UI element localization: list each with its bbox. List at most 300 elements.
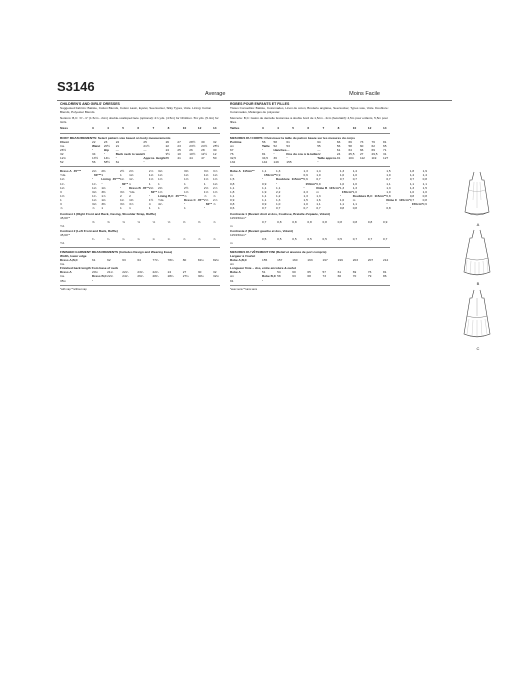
body-row-value: 35 [165, 156, 170, 161]
size-value: 4 [277, 126, 279, 131]
pattern-sheet [57, 78, 480, 351]
divider [60, 285, 220, 286]
fabric-row-value: 0,8 [352, 206, 357, 211]
fabric-row-unit: " [148, 193, 150, 198]
body-row-value: 58½ [103, 160, 110, 165]
contrast-2-value: ¾ [92, 236, 95, 241]
fabric-row-value: 1,6 [339, 197, 345, 202]
fabric-row-value: 1,0 [303, 201, 308, 206]
size-value: 5 [292, 126, 294, 131]
fabric-row-value: 1⅝ [184, 177, 189, 182]
contrast-2-value: ¾ [137, 236, 140, 241]
fabric-view: Robe A [230, 169, 241, 174]
contrast-1-width: 115/150cm* [230, 216, 247, 221]
body-row-value: 61 [115, 160, 120, 165]
nap-footnote: *avec sens **sans sens [230, 287, 258, 291]
finished-length-row-unit: cm [230, 274, 235, 279]
fabric-row-value: 1 [119, 206, 122, 211]
body-row-value: 22 [165, 143, 170, 148]
body-row-value: 26½ [60, 147, 67, 152]
fabric-row-value: 1 [101, 173, 104, 178]
fabric-row-unit: m [230, 173, 233, 178]
difficulty-level-fr: Moins Facile [349, 91, 380, 97]
body-row-value: 73 [359, 139, 364, 144]
finished-length-row-unit: " [262, 278, 264, 283]
body-row-value: 76 [230, 151, 234, 156]
fabric-row-value: 2⅞ [213, 197, 218, 202]
finished-length-row-value: 86 [383, 274, 387, 279]
fabric-yardage-table [230, 169, 427, 211]
contrast-2-value: 0,7 [367, 236, 373, 241]
size-value: 8 [167, 126, 170, 131]
body-row-value: 56 [262, 139, 266, 144]
notions: Mercerie: B,C: Galon de dentelle festonnée à double bord de 1,5cm - 2cm (facultatif): 4,5m pour enfants, 5,5m pour filles. [230, 116, 389, 125]
fabric-row-value: ⅞ [184, 193, 187, 198]
body-row-value: 20½ [103, 143, 110, 148]
fabric-row-value: 1,3 [339, 169, 345, 174]
fabric-row-value: 1,1 [230, 185, 235, 190]
fabric-row-value: 3⅝ [119, 189, 125, 194]
fabric-row-value: 0,7 [316, 177, 321, 182]
body-row-value: 132 [230, 160, 236, 165]
fabric-view: Dress A [60, 169, 72, 174]
contrast-1-row [230, 220, 390, 228]
fabric-row-value: 3⅝ [203, 169, 209, 174]
body-row-value: 142 [262, 160, 268, 165]
fabric-row-value: 2⅞ [213, 185, 218, 190]
body-row-value: 47 [201, 156, 205, 161]
fabric-row-value: ⅞ [203, 193, 207, 198]
divider [230, 247, 390, 248]
fabric-width: 150cm* [305, 181, 317, 186]
fabric-row-value: 1,4 [352, 169, 357, 174]
fabric-row-value: 1⅝ [148, 177, 154, 182]
finished-width-row-value: 81¼ [197, 258, 204, 263]
fabric-row-value: 1 [119, 173, 122, 178]
finished-length-row-value: 27¼ [182, 274, 189, 279]
finished-width-row-value: 80 [182, 258, 187, 263]
finished-length-row-unit: Ins. [60, 274, 65, 279]
fabric-row-unit: " [339, 193, 341, 198]
fabric-row-value: 1¾ [92, 181, 97, 186]
fabric-view: Doublure B,C [352, 193, 373, 198]
body-row-value: 31 [383, 151, 387, 156]
divider [230, 133, 390, 134]
fabric-row-value: 1,5 [230, 177, 235, 182]
fabric-row-value: ⅞ [60, 206, 63, 211]
fabric-row-value: 0,7 [316, 206, 321, 211]
body-row-value: 24 [165, 147, 170, 152]
body-row-value: 81 [262, 151, 266, 156]
fabric-width: 60"* [150, 189, 158, 194]
fabric-row-value: 0,8 [422, 197, 427, 202]
body-row-unit: " [115, 156, 117, 161]
fabric-view: Lining [101, 177, 111, 182]
divider [60, 133, 220, 134]
body-row-value: 76 [371, 139, 375, 144]
fabric-row-value: 1⅝ [213, 177, 218, 182]
finished-length-row-value: 30 [197, 270, 202, 275]
body-row-label: Taille approx. [317, 156, 337, 161]
fabric-width: 115cm** [242, 169, 255, 174]
contrast-2-value: ⅞ [213, 236, 216, 241]
fabric-row-value: 1¼ [119, 177, 125, 182]
fabric-row-value: 1,4 [409, 173, 415, 178]
body-row-value: 32,5 [230, 156, 237, 161]
contrast-2-value: ⅞ [197, 236, 201, 241]
body-row-unit: " [103, 151, 105, 156]
fabric-row-value: 1,0 [386, 189, 391, 194]
fabric-row-value: 1,3 [409, 185, 415, 190]
contrast-1-row [60, 220, 220, 228]
pattern-number: S3146 [57, 79, 95, 94]
fabric-row-value: 1,9 [262, 189, 267, 194]
fabric-row-value: 1⅛ [92, 185, 97, 190]
fabric-row-value: 1,3 [316, 193, 321, 198]
dress-b-illustration [457, 228, 497, 280]
body-row-value: 23 [103, 139, 108, 144]
fabric-row-value: 4¼ [158, 201, 163, 206]
contrast-1-value: 0,8 [337, 220, 342, 225]
sheet-header [57, 78, 452, 101]
body-row-unit: Ins. [60, 143, 65, 148]
size-value: 6 [137, 126, 140, 131]
fabric-row-value: 2⅝ [203, 185, 209, 190]
body-row-unit: " [317, 160, 319, 165]
fabric-row-unit: " [409, 206, 411, 211]
contrast-1-value: ⅝ [137, 220, 140, 225]
fabric-row-value: 3 [60, 201, 62, 206]
body-row-value: 41 [177, 156, 181, 161]
body-row-unit: " [143, 160, 145, 165]
body-row-unit: " [273, 151, 275, 156]
body-row-value: 53 [286, 143, 290, 148]
fabric-view: Lining B,C [158, 193, 174, 198]
body-row-unit: " [286, 156, 288, 161]
fabric-row-value: 1⅝ [213, 189, 218, 194]
fabric-row-value: 2,2 [276, 189, 281, 194]
fabric-row-value: 1⅛ [213, 181, 218, 186]
finished-length-row-value: 57 [322, 270, 326, 275]
fabric-row-value: 1,0 [422, 189, 427, 194]
body-measurements-table [230, 140, 390, 165]
body-row-label: Poitrine [230, 139, 242, 144]
fabric-row-value: 1,0 [352, 181, 357, 186]
fabric-row-value: 1⅝ [184, 189, 189, 194]
section-title: CHILDREN'S AND GIRLS' DRESSES [60, 102, 120, 106]
fabric-width: 150cm* [411, 201, 423, 206]
contrast-1-value: 0,8 [367, 220, 373, 225]
finished-length-row-value: 60 [292, 270, 296, 275]
fabric-row-value: 0,8 [422, 177, 427, 182]
fabric-row-value: 1⅜ [129, 197, 134, 202]
fabric-row-value: 1⅛ [129, 173, 134, 178]
finished-width-row-value: 197 [322, 258, 328, 263]
body-row-value: 81 [383, 139, 387, 144]
finished-width-row-value: 63 [122, 258, 126, 263]
body-row-value: 55 [317, 143, 321, 148]
body-row-value: 119 [371, 156, 377, 161]
dress-b-caption: B [476, 281, 480, 286]
fabric-row-value: 1,3 [386, 185, 391, 190]
fabric-row-value: 0,9 [262, 201, 267, 206]
fabric-row-value: 1⅛ [60, 177, 65, 182]
finished-length-row-value: 70 [352, 274, 357, 279]
notions: Notions: B,C: ⅝"–⅞" (1.5cm - 2cm) double-scalloped lace (optional): 4⅞ yds. (4.5m) for Children. 5⅛ yds. (5.4m) for Girls. [60, 116, 219, 125]
finished-width-row-label: Robe A,B,C [230, 258, 247, 263]
body-row-unit: " [262, 147, 264, 152]
finished-length-row-value: 79 [367, 274, 372, 279]
fabric-row-value: 0,7 [262, 206, 267, 211]
finished-length-row-value: 81 [383, 270, 387, 275]
finished-length-row-value: 65 [307, 270, 311, 275]
fabric-row-value: 0,8 [422, 193, 427, 198]
finished-length-row-value: 30¼ [197, 274, 204, 279]
contrast-2-value: 0,5 [337, 236, 342, 241]
fabric-row-value: 0,8 [230, 201, 235, 206]
fabric-row-value: 1,0 [276, 201, 281, 206]
body-row-value: 65 [383, 143, 387, 148]
body-row-value: — [317, 147, 321, 152]
fabric-width: 45"* [197, 197, 204, 202]
fabric-row-value: 1 [148, 181, 151, 186]
contrast-1-value: ⅝ [197, 220, 201, 225]
contrast-2-width: 45,60"* [60, 232, 71, 237]
fabric-row-unit: " [276, 181, 278, 186]
finished-length-row-value: 20¼ [92, 270, 99, 275]
fabric-width: 60"* [121, 181, 129, 186]
body-row-value: 27 [359, 151, 364, 156]
contrast-2-value: ¾ [107, 236, 110, 241]
finished-width-subtitle: Largeur à l'ourlet [230, 254, 256, 258]
fabric-row-value: 0,6 [422, 201, 427, 206]
finished-length-row-value: 28¼ [167, 274, 174, 279]
size-value: 14 [213, 126, 217, 131]
fabric-width: 115cm** [291, 177, 304, 182]
finished-width-row-value: 62 [107, 258, 111, 263]
fabric-row-value: 1,4 [422, 173, 427, 178]
dress-a-illustration [457, 170, 497, 220]
fabric-row-value: 1,1 [230, 193, 235, 198]
size-value: 7 [322, 126, 325, 131]
contrast-1-unit: Yd. [60, 224, 65, 229]
finished-measurements-title: MESURES DU VÊTEMENT FINI (Relief et aisance de port compris) [230, 249, 327, 254]
fabric-row-unit: " [386, 201, 388, 206]
fabric-row-value: 1½ [148, 197, 154, 202]
fabric-row-value: 1⅛ [213, 173, 218, 178]
contrast-1-value: 0,9 [383, 220, 388, 225]
contrast-1-value: 0,8 [292, 220, 297, 225]
fabric-row-value: 0,9 [316, 181, 321, 186]
fabric-row-value: 1,3 [339, 185, 345, 190]
fabric-row-value: 1,0 [352, 173, 357, 178]
divider [60, 247, 220, 248]
fabric-row-value: 1¾ [60, 181, 65, 186]
difficulty-level-en: Average [205, 91, 226, 97]
fabric-row-value: 1¼ [119, 197, 125, 202]
fabric-row-value: 1,0 [409, 189, 415, 194]
finished-length-table [230, 270, 390, 282]
fabric-row-value: 3⅞ [129, 201, 134, 206]
size-value: 10 [182, 126, 187, 131]
body-row-value: 24 [336, 151, 341, 156]
finished-width-row-value: 212 [383, 258, 389, 263]
body-row-value: 56 [92, 160, 96, 165]
body-row-value: 52 [60, 160, 64, 165]
finished-length-row-label: Robe B,C [262, 274, 276, 279]
finished-length-subtitle: Longueur finie – dos, entre encolure & ourlet [230, 266, 297, 271]
body-row-value: 9½ [165, 151, 170, 156]
body-row-value: 25½ [212, 143, 220, 148]
size-value: 7 [152, 126, 155, 131]
body-row-value: 30 [201, 139, 205, 144]
french-column [230, 102, 427, 292]
finished-width-row-value: 61 [92, 258, 96, 263]
finished-length-row-value: 69 [352, 270, 357, 275]
finished-width-row-label: Dress A,B,C [60, 258, 78, 263]
body-row-value: 30 [212, 147, 217, 152]
size-value: 3 [92, 126, 94, 131]
contrast-1-value: ⅝ [92, 220, 95, 225]
fabric-row-value: 3⅝ [119, 201, 125, 206]
fabric-row-unit: " [184, 201, 186, 206]
fabric-row-value: 2½ [184, 185, 189, 190]
fabric-row-value: 1,8 [230, 189, 235, 194]
fabric-row-value: 1⅝ [158, 189, 163, 194]
finished-width-subtitle: Width, lower edge [60, 254, 87, 258]
finished-length-row-label: Dress A [60, 270, 72, 275]
fabric-row-value: 2 [119, 193, 122, 198]
fabric-row-unit: " [262, 177, 264, 182]
fabric-row-value: 1⅛ [203, 173, 209, 178]
fabric-row-value: 1,1 [262, 193, 267, 198]
finished-length-row-value: 22¼ [152, 270, 159, 275]
body-row-value: 25,5 [348, 151, 355, 156]
size-value: 12 [367, 126, 372, 131]
fabric-row-value: 0,7 [409, 197, 415, 202]
fabric-row-value: 3⅜ [184, 169, 189, 174]
body-row-label: Hip [103, 147, 109, 152]
size-value: 14 [383, 126, 387, 131]
fabric-view: Dress B [129, 185, 141, 190]
fabric-view: Dress C [184, 197, 196, 202]
body-row-label: Waist [92, 143, 101, 148]
fabric-row-value: 1⅛ [148, 173, 154, 178]
body-row-label: Back neck to waist [115, 151, 144, 156]
fabric-row-value: 1,1 [262, 185, 267, 190]
body-row-label: Approx. Height [143, 156, 166, 161]
fabric-row-unit: Yds. [60, 173, 67, 178]
body-row-value: 29,5 [371, 151, 378, 156]
dress-c-caption: C [476, 346, 480, 351]
fabric-view: Doublure [276, 177, 290, 182]
contrast-2-unit: m [230, 240, 233, 245]
finished-length-row-value: 22¼ [107, 274, 114, 279]
size-value: 6 [307, 126, 310, 131]
body-row-value: 67 [230, 147, 234, 152]
fabric-row-value: 0,8 [386, 206, 391, 211]
size-value: 12 [197, 126, 202, 131]
fabric-row-value: 0,8 [339, 206, 345, 211]
finished-length-row-value: 28¼ [152, 274, 159, 279]
fabric-row-value: 1,1 [262, 197, 267, 202]
fabric-row-value: 4 [148, 201, 151, 206]
contrast-2-value: 0,5 [277, 236, 282, 241]
body-row-value: 50 [212, 156, 217, 161]
body-row-value: 34 [92, 151, 96, 156]
body-row-value: 12¾ [60, 156, 67, 161]
finished-width-row-value: 199 [337, 258, 343, 263]
body-row-value: 27 [177, 139, 181, 144]
fabric-row-value: 1 [203, 181, 206, 186]
contrast-1-value: ⅝ [182, 220, 186, 225]
fabric-row-unit: Yds. [129, 189, 136, 194]
fabric-width: 45"* [142, 185, 149, 190]
finished-width-row-value: 64 [137, 258, 141, 263]
fabric-row-value: 1¾ [92, 193, 97, 198]
size-value: 5 [122, 126, 124, 131]
body-measurements-title: BODY MEASUREMENTS: Select pattern size based on body measurements [60, 135, 171, 140]
fabric-row-value: 1,1 [386, 181, 391, 186]
fabric-row-value: 1,5 [422, 185, 427, 190]
finished-length-row-value: 21¼ [107, 270, 114, 275]
finished-length-row-value: 22¼ [122, 270, 129, 275]
finished-length-row-label: Robe A [230, 270, 241, 275]
sizes-header [230, 126, 390, 130]
fabric-row-value: 1 [129, 206, 131, 211]
body-row-value: 44 [189, 156, 193, 161]
fabric-row-value: 2⅞ [148, 169, 154, 174]
fabric-row-value: 3⅜ [101, 201, 106, 206]
fabric-row-value: 1⅛ [158, 173, 163, 178]
fabric-row-value: 1,9 [422, 169, 427, 174]
divider [230, 285, 390, 286]
dress-a-caption: A [476, 222, 480, 227]
body-row-value: 25 [143, 139, 147, 144]
finished-width-row-unit: Ins. [60, 262, 65, 267]
fabric-row-value: 1,3 [276, 169, 281, 174]
fabric-row-value: 0,9 [230, 197, 235, 202]
contrast-2-unit: Yd. [60, 240, 65, 245]
fabric-row-value: 1 [60, 197, 62, 202]
fabric-row-unit: " [119, 185, 122, 190]
body-row-value: 21 [115, 143, 120, 148]
fabric-row-value: 1,2 [276, 193, 281, 198]
body-measurements-table [60, 140, 220, 165]
fabric-row-value: 2⅛ [92, 169, 97, 174]
finished-width-table [230, 258, 390, 266]
contrast-1-value: 0,8 [277, 220, 282, 225]
fabric-row-value: 1 [184, 206, 186, 211]
fabric-row-unit: " [303, 185, 305, 190]
fabric-row-value: 1,1 [422, 181, 427, 186]
body-row-value: 58 [273, 139, 277, 144]
fabric-row-value: 1⅝ [60, 193, 65, 198]
fabric-row-value: ⅞ [92, 206, 95, 211]
body-row-value: 10½ [189, 151, 196, 156]
fabric-row-value: 1⅝ [203, 177, 209, 182]
contrast-2-value: 0,5 [292, 236, 297, 241]
body-row-value: 10 [177, 151, 181, 156]
fabric-row-value: 1,5 [386, 169, 391, 174]
fabric-row-value: 0,8 [386, 193, 391, 198]
finished-width-row-value: 155 [262, 258, 268, 263]
fabric-row-value: 0,6 [230, 206, 235, 211]
fabric-row-value: 0,6 [303, 177, 308, 182]
dress-c-illustration [457, 288, 497, 344]
body-row-value: 58 [348, 143, 352, 148]
fabric-row-value: 1,1 [339, 201, 345, 206]
